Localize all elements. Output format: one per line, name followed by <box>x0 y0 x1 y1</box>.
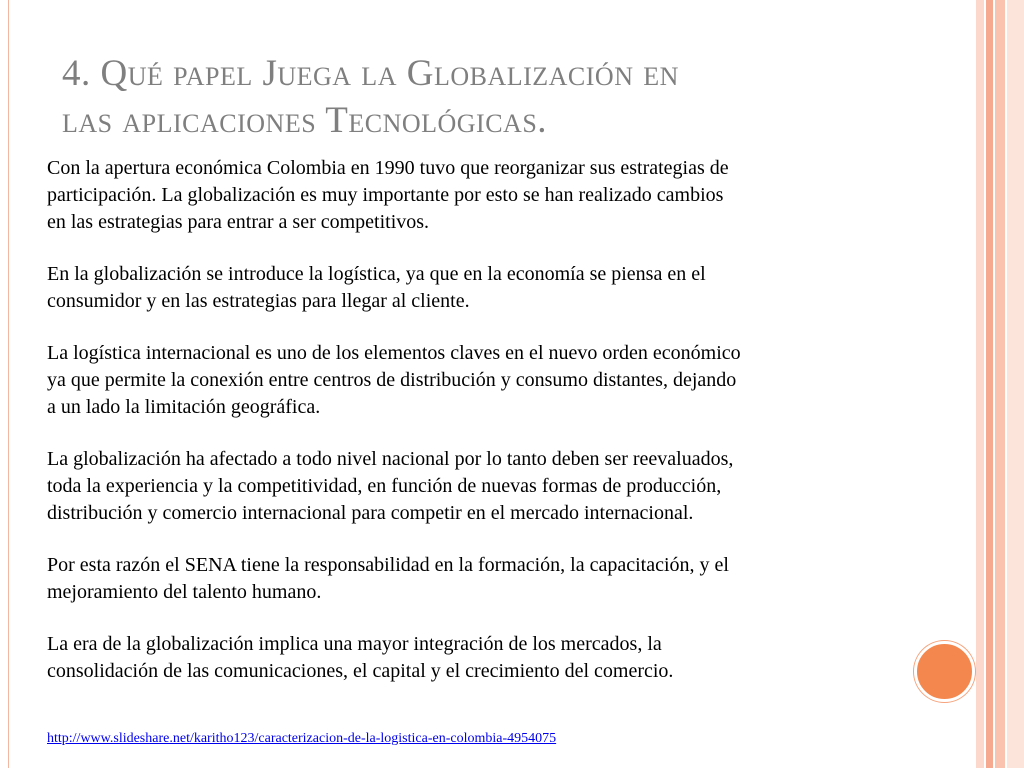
paragraph-afectado <box>47 446 967 527</box>
stripe-1 <box>976 0 984 768</box>
text-line: consumidor y en las estrategias para llegar al cliente. <box>47 290 470 312</box>
stripe-4 <box>1007 0 1024 768</box>
paragraph-sena <box>47 552 967 606</box>
text-line: Por esta razón el SENA tiene la responsabilidad en la formación, la capacitación, y el <box>47 554 729 576</box>
text-line: a un lado la limitación geográfica. <box>47 396 321 418</box>
source-link[interactable]: http://www.slideshare.net/karitho123/caracterizacion-de-la-logistica-en-colombia-4954075 <box>47 731 557 746</box>
paragraph-logistica-internacional <box>47 340 967 421</box>
stripe-2 <box>986 0 993 768</box>
paragraph-apertura <box>47 155 967 236</box>
slide-title <box>62 50 882 144</box>
slide-body <box>47 155 967 710</box>
text-line: distribución y comercio internacional para competir en el mercado internacional. <box>47 502 694 524</box>
text-line: La globalización ha afectado a todo nivel nacional por lo tanto deben ser reevaluados, <box>47 448 734 470</box>
paragraph-logistica <box>47 261 967 315</box>
title-line-2: las aplicaciones Tecnológicas. <box>62 100 548 141</box>
orange-circle-decoration <box>914 641 975 702</box>
text-line: La logística internacional es uno de los elementos claves en el nuevo orden económico <box>47 342 741 364</box>
text-line: consolidación de las comunicaciones, el capital y el crecimiento del comercio. <box>47 660 674 682</box>
text-line: Con la apertura económica Colombia en 1990 tuvo que reorganizar sus estrategias de <box>47 157 729 179</box>
left-border-line <box>8 0 9 768</box>
text-line: participación. La globalización es muy importante por esto se han realizado cambios <box>47 184 724 206</box>
stripe-3 <box>995 0 1005 768</box>
text-line: La era de la globalización implica una mayor integración de los mercados, la <box>47 633 662 655</box>
decorative-stripes <box>976 0 1024 768</box>
text-line: En la globalización se introduce la logística, ya que en la economía se piensa en el <box>47 263 706 285</box>
paragraph-era <box>47 631 967 685</box>
text-line: toda la experiencia y la competitividad, en función de nuevas formas de producción, <box>47 475 722 497</box>
title-line-1: 4. Qué papel Juega la Globalización en <box>62 53 679 94</box>
text-line: en las estrategias para entrar a ser competitivos. <box>47 211 430 233</box>
text-line: ya que permite la conexión entre centros de distribución y consumo distantes, dejando <box>47 369 737 391</box>
text-line: mejoramiento del talento humano. <box>47 581 322 603</box>
